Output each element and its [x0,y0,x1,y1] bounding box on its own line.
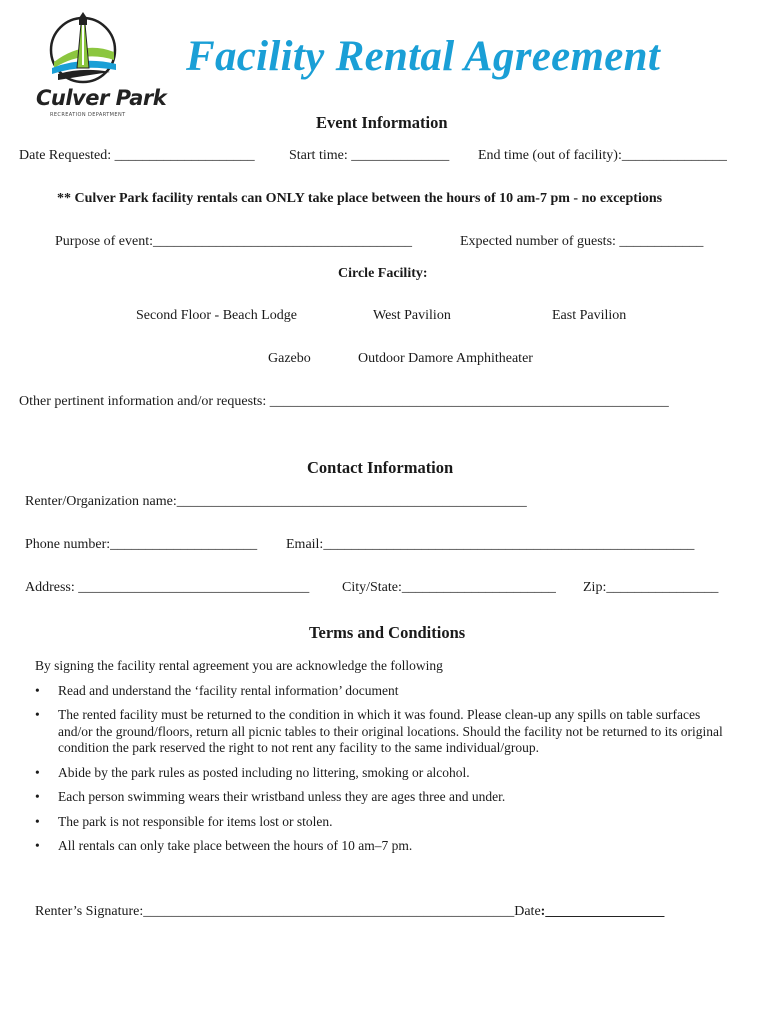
date-field[interactable]: _________________ [545,904,665,919]
circle-facility-heading: Circle Facility: [338,266,428,281]
list-item: • Abide by the park rules as posted including no littering, smoking or alcohol. [35,764,470,780]
guests-field[interactable]: Expected number of guests: ____________ [460,234,704,249]
bullet-icon: • [35,789,40,804]
page-title: Facility Rental Agreement [186,33,661,80]
city-state-field[interactable]: City/State:______________________ [342,580,556,595]
end-time-field[interactable]: End time (out of facility):_______________ [478,148,727,163]
email-field[interactable]: Email:_____________________________________________________ [286,537,695,552]
phone-field[interactable]: Phone number:_____________________ [25,537,258,552]
terms-list [35,658,735,863]
facility-option-amphitheater[interactable]: Outdoor Damore Amphitheater [358,351,533,366]
terms-heading: Terms and Conditions [309,623,466,642]
purpose-field[interactable]: Purpose of event:_____________________________________ [55,234,412,249]
renter-name-field[interactable]: Renter/Organization name:__________________________________________________ [25,494,527,509]
bullet-icon: • [35,707,40,722]
address-field[interactable]: Address: _________________________________ [25,580,310,595]
list-item: • Read and understand the ‘facility rental information’ document [35,682,399,698]
bullet-icon: • [35,838,40,853]
date-colon: : [540,904,546,919]
facility-option-gazebo[interactable]: Gazebo [268,351,311,366]
facility-option-east-pavilion[interactable]: East Pavilion [552,308,627,323]
date-requested-field[interactable]: Date Requested: ____________________ [19,148,255,163]
signature-field[interactable]: Renter’s Signature:_____________________________________________________ [35,904,515,919]
date-label: Date [514,904,541,919]
facility-option-beach-lodge[interactable]: Second Floor - Beach Lodge [136,308,297,323]
list-item: • Each person swimming wears their wristband unless they are ages three and under. [35,789,506,804]
logo-subtitle: RECREATION DEPARTMENT [50,112,126,118]
list-item: • The park is not responsible for items lost or stolen. [35,813,333,829]
logo-name: Culver Park [36,86,167,110]
bullet-icon: • [35,682,40,698]
signature-row [35,904,664,920]
event-info-heading: Event Information [316,113,448,132]
facility-option-west-pavilion[interactable]: West Pavilion [373,308,451,323]
hours-notice: ** Culver Park facility rentals can ONLY take place between the hours of 10 am-7 pm - no exceptions [57,191,663,206]
terms-intro: By signing the facility rental agreement you are acknowledge the following [35,658,443,673]
lighthouse-logo-icon [30,10,142,92]
start-time-field[interactable]: Start time: ______________ [289,148,450,163]
list-item: • The rented facility must be returned to the condition in which it was found. Please clean-up any spills on table surfaces and/or the ground/floors, return all picnic tables to their original locations. Should the facility not be returned to its original condition the park reserved the right to not rent any facility to the same individual/group. [35,707,723,755]
other-requests-field[interactable]: Other pertinent information and/or requests: _________________________________________________________ [19,394,669,409]
bullet-icon: • [35,813,40,829]
bullet-icon: • [35,764,40,780]
contact-info-heading: Contact Information [307,458,454,477]
list-item: • All rentals can only take place between the hours of 10 am–7 pm. [35,838,413,853]
culver-park-logo [30,10,167,120]
zip-field[interactable]: Zip:________________ [583,580,719,595]
